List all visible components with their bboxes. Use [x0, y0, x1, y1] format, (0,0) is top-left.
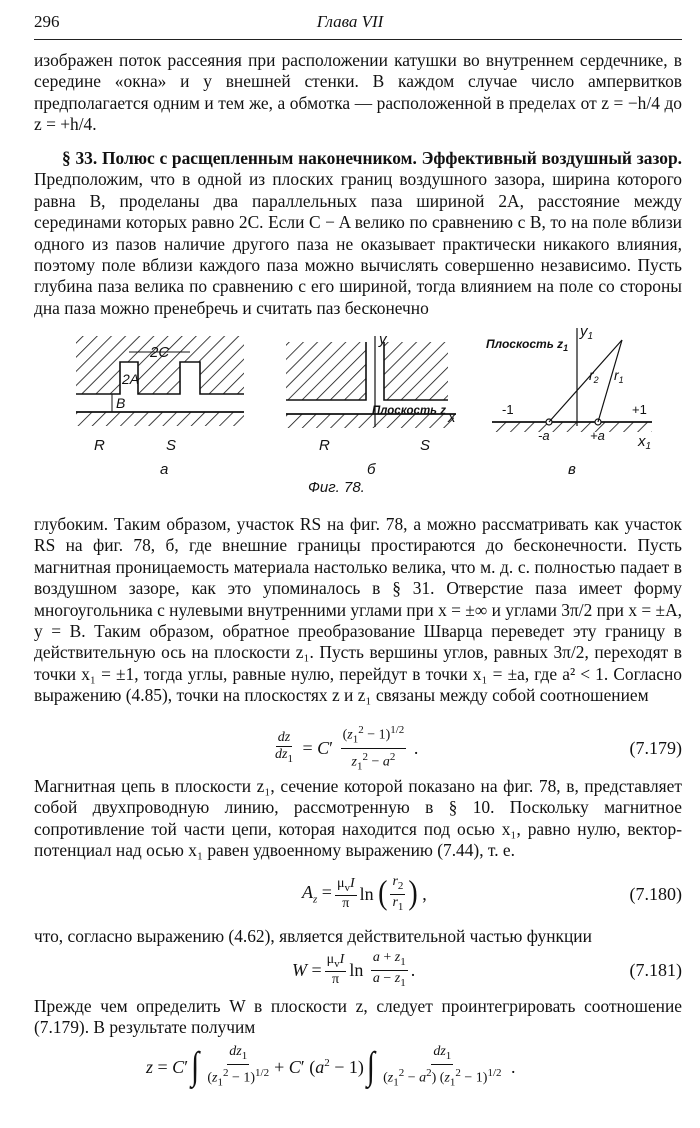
- sublabel-b: б: [367, 461, 376, 478]
- label-y1: $y_1$: [580, 323, 594, 342]
- paragraph-1: изображен поток рассеяния при расположении катушки во внутреннем сердечнике, в середине «окна» и у внешней стенки. В каждом случае число ампервитков предполагается одним и тем же, а обмотка — расположенной в пределах от z = −h/4 до z = +h/4.: [34, 50, 682, 135]
- figure-caption: Фиг. 78.: [308, 479, 365, 496]
- section-heading: § 33. Полюс с расщепленным наконечником. Эффективный воздушный зазор.: [62, 148, 682, 168]
- paragraph-2: глубоким. Таким образом, участок RS на фиг. 78, а можно рассматривать как участок RS на фиг. 78, б, где внешние границы простираются до бесконечности. Пусть магнитная проницаемость материала настолько велика, что м. д. с. полностью падает в воздушном зазоре, как это упоминалось в § 31. Отверстие паза имеет форму многоугольника с нулевыми внутренними углами при x = ±∞ и углами 3π/2 при x = ±A, y = B. Таким образом, обратное преобразование Шварца переведет эту границу в действительную ось на плоскости z₁. Пусть вершины углов, равных 3π/2, переходят в точки x₁ = ±1, тогда углы, равные нулю, перейдут в точки x₁ = ±a, где a² < 1. Согласно выражению (4.85), точки на плоскостях z и z₁ связаны между собой соотношением: [34, 514, 682, 706]
- label-R-a: R: [94, 437, 105, 454]
- label-plane-z1: Плоскость $z_1$: [486, 337, 569, 353]
- equation-7-181: W = $\frac{\mu_vI}{\pi}$ ln $\frac{a + z_1}{a - z_1}$ . (7.181): [292, 949, 682, 989]
- label-plus-a: +a: [590, 428, 605, 443]
- paragraph-5: Прежде чем определить W в плоскости z, следует проинтегрировать соотношение (7.179). В результате получим: [34, 996, 682, 1038]
- label-x1: $x_1$: [638, 433, 652, 452]
- label-r1: $r_1$: [614, 367, 624, 385]
- equation-7-179: $\frac{dz}{dz_1}$ = C′ $\frac{(z_1^2 - 1)^{1/2}}{z_1^2 - a^2}$ . (7.179): [275, 724, 682, 772]
- paragraph-3: Магнитная цепь в плоскости z₁, сечение которой показано на фиг. 78, в, представляет собой двухпроводную линию, рассмотренную в § 10. Поскольку магнитное сопротивление той части цепи, которая находится под осью x₁, равно нулю, вектор-потенциал над осью x₁ равен удвоенному выражению (7.44), т. е.: [34, 776, 682, 861]
- sublabel-a: а: [160, 461, 169, 478]
- figure-panel-b: [286, 331, 456, 478]
- figure-panel-a: [76, 336, 244, 478]
- equation-7-180: $A_z$ = $\frac{\mu_vI}{\pi}$ ln ( $\frac{r_2}{r_1}$ ) , (7.180): [302, 873, 682, 913]
- label-y: y: [379, 331, 387, 348]
- figure-78: [40, 322, 670, 497]
- running-title: Глава VII: [316, 12, 384, 31]
- paragraph-4: что, согласно выражению (4.62), является действительной частью функции: [34, 926, 592, 946]
- label-S-a: S: [166, 437, 177, 454]
- sublabel-c: в: [568, 461, 576, 478]
- label-x: x: [448, 409, 456, 426]
- label-B: B: [116, 395, 126, 411]
- equation-integral: z = C′ ∫ $\frac{dz_1}{(z_1^2 - 1)^{1/2}}$ + C′ $(a^2 - 1)$ ∫ $\frac{dz_1}{(z_1^2 - a^2) (z_1^2 - 1)^{1/2}}$ .: [146, 1043, 516, 1089]
- section-33: [34, 148, 682, 319]
- label-minus1: -1: [502, 402, 514, 417]
- page-number: 296: [34, 12, 60, 31]
- section-text: Предположим, что в одной из плоских границ воздушного зазора, ширина которого равна B, проделаны два параллельных паза шириной 2A, расстояние между серединами которых равно 2C. Если C − A велико по сравнению с B, то на поле вблизи одного из пазов наличие другого паза не оказывает практически никакого влияния, поэтому поле вблизи каждого паза можно вычислять совершенно независимо. Пусть глубина паза велика по сравнению с его шириной, тогда влиянием на поле со стороны дна паза можно пренебречь и считать паз бесконечно: [34, 169, 682, 318]
- page-header: [0, 12, 700, 36]
- label-2A: 2A: [122, 371, 140, 387]
- equation-number-7-179: (7.179): [629, 737, 682, 758]
- equation-number-7-180: (7.180): [629, 883, 682, 904]
- label-S-b: S: [420, 437, 431, 454]
- label-r2: $r_2$: [589, 367, 599, 385]
- label-R-b: R: [319, 437, 330, 454]
- label-minus-a: -a: [538, 428, 550, 443]
- label-2C: 2C: [150, 344, 170, 361]
- equation-number-7-181: (7.181): [629, 959, 682, 980]
- label-plus1: +1: [632, 402, 647, 417]
- header-rule: [34, 39, 682, 40]
- figure-panel-c: [486, 323, 652, 478]
- label-plane-z: Плоскость z: [372, 405, 446, 417]
